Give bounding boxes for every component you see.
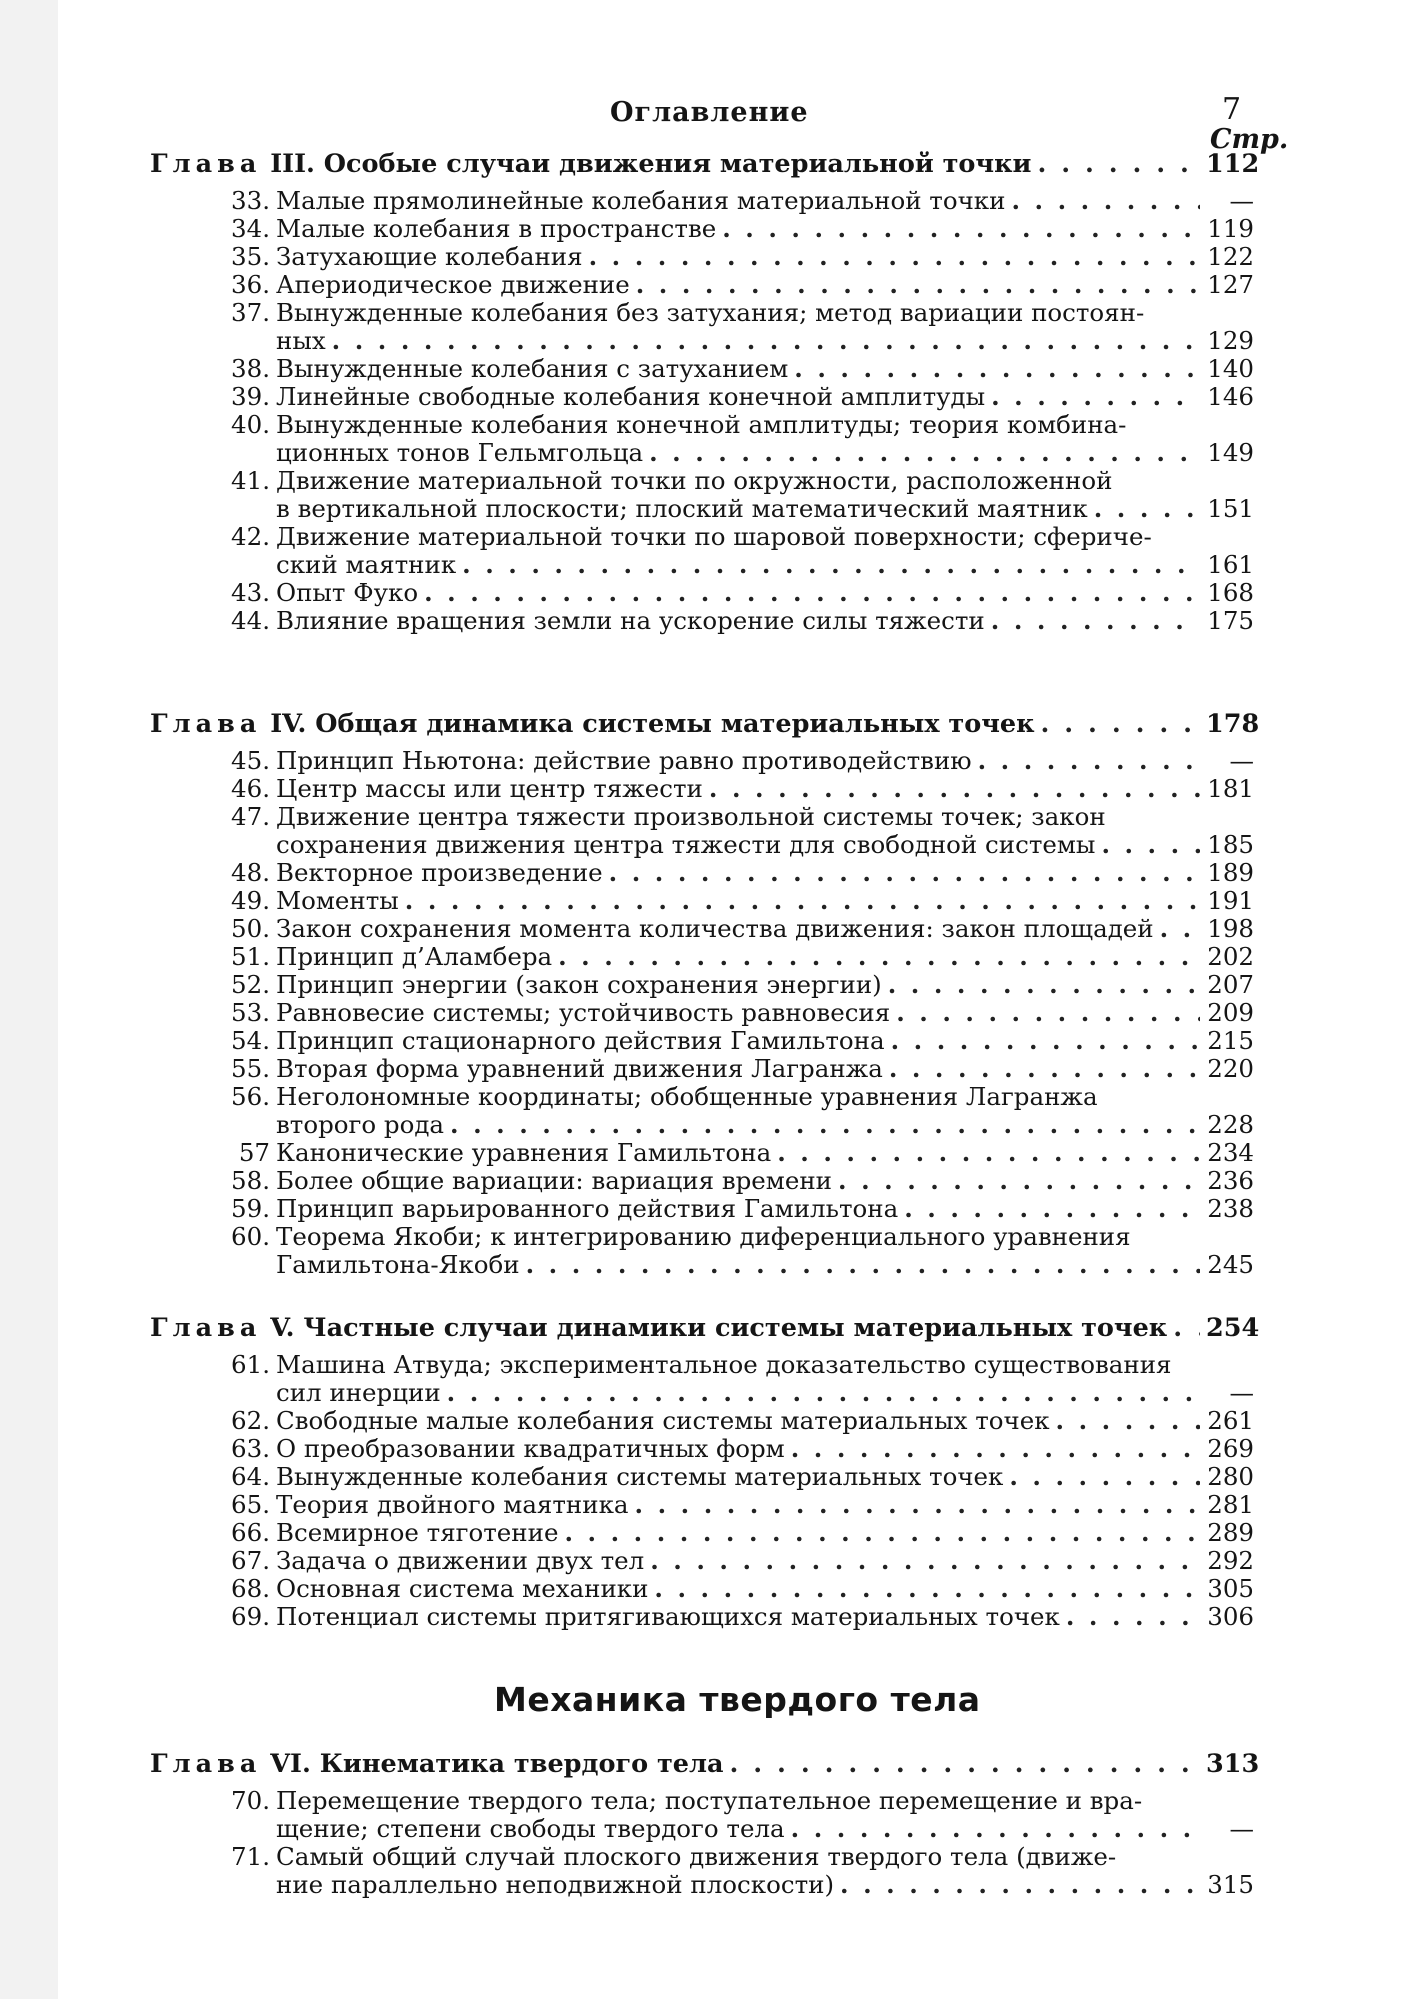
toc-entry [218, 943, 1254, 971]
entry-title: в вертикальной плоскости; плоский математический маятник [276, 494, 1088, 523]
page-ref: 202 [1207, 942, 1254, 971]
entry-number: 48. [231, 858, 270, 887]
entry-title: Принцип энергии (закон сохранения энергии) [276, 970, 882, 999]
entry-title: Свободные малые колебания системы материальных точек [276, 1406, 1050, 1435]
toc-entry [218, 1843, 1254, 1871]
chapter-row [150, 709, 1260, 739]
toc-entry [218, 355, 1254, 383]
leader-dots [405, 887, 1200, 915]
entry-number: 45. [231, 746, 270, 775]
entry-number: 65. [231, 1490, 270, 1519]
entry-title: Принцип д’Аламбера [276, 942, 553, 971]
page-ref: 185 [1207, 830, 1254, 859]
entry-number: 54. [231, 1026, 270, 1055]
entry-number: 56. [231, 1082, 270, 1111]
entry-number: 35. [231, 242, 270, 271]
leader-dots [447, 1379, 1200, 1407]
entry-number: 42. [231, 522, 270, 551]
toc-entry [218, 999, 1254, 1027]
leader-dots [794, 355, 1200, 383]
leader-dots [1094, 495, 1200, 523]
leader-dots [1066, 1603, 1200, 1631]
toc-entry [276, 495, 1254, 523]
entry-number: 63. [231, 1434, 270, 1463]
page-ref: 189 [1207, 858, 1254, 887]
leader-dots [777, 1139, 1200, 1167]
page-ref: 146 [1207, 382, 1254, 411]
leader-dots [1009, 1463, 1200, 1491]
entry-title: сохранения движения центра тяжести для свободной системы [276, 830, 1096, 859]
toc-entry [218, 215, 1254, 243]
entry-number: 34. [231, 214, 270, 243]
page-ref: 228 [1207, 1110, 1254, 1139]
toc-entry [218, 915, 1254, 943]
entry-number: 43. [231, 578, 270, 607]
chapter-title: V. Частные случаи динамики системы материальных точек [270, 1313, 1168, 1343]
page-ref: 281 [1207, 1490, 1254, 1519]
entry-number: 40. [231, 410, 270, 439]
toc-entry [276, 327, 1254, 355]
toc-entry [218, 1603, 1254, 1631]
entry-title: Всемирное тяготение [276, 1518, 559, 1547]
toc-entry [218, 1435, 1254, 1463]
page-ref: 280 [1207, 1462, 1254, 1491]
toc-entry [218, 1027, 1254, 1055]
entry-number: 41. [231, 466, 270, 495]
toc-entry [218, 1223, 1254, 1251]
page-ref: 305 [1207, 1574, 1254, 1603]
leader-dots [891, 1027, 1200, 1055]
leader-dots [609, 859, 1200, 887]
page-ref: 236 [1207, 1166, 1254, 1195]
entry-number: 38. [231, 354, 270, 383]
toc-entry [218, 1575, 1254, 1603]
toc-entry [218, 579, 1254, 607]
page-ref: 220 [1207, 1054, 1254, 1083]
toc-entry [218, 971, 1254, 999]
toc-entry [218, 411, 1254, 439]
entry-title: Основная система механики [276, 1574, 649, 1603]
toc-entry [276, 551, 1254, 579]
leader-dots [991, 607, 1200, 635]
chapter-row [150, 1749, 1260, 1779]
page-ref: 191 [1207, 886, 1254, 915]
toc-entry [218, 243, 1254, 271]
leader-dots [888, 971, 1200, 999]
chapter-title: IV. Общая динамика системы материальных точек [270, 709, 1035, 739]
page-ref: — [1229, 1814, 1254, 1843]
toc-entry [218, 1519, 1254, 1547]
toc-entry [276, 1111, 1254, 1139]
entry-title: Теория двойного маятника [276, 1490, 629, 1519]
page-ref: 209 [1207, 998, 1254, 1027]
entry-number: 70. [231, 1786, 270, 1815]
toc-entry [218, 775, 1254, 803]
toc-entry [218, 299, 1254, 327]
leader-dots [1056, 1407, 1200, 1435]
page-ref: 289 [1207, 1518, 1254, 1547]
leader-dots [636, 271, 1200, 299]
entry-title: Затухающие колебания [276, 242, 583, 271]
toc-entry [218, 271, 1254, 299]
leader-dots [1101, 831, 1200, 859]
page-ref: 129 [1207, 326, 1254, 355]
entry-number: 68. [231, 1574, 270, 1603]
chapter-row [150, 149, 1260, 179]
entry-title: О преобразовании квадратичных форм [276, 1434, 785, 1463]
entry-title: Потенциал системы притягивающихся материальных точек [276, 1602, 1060, 1631]
toc-entry [218, 523, 1254, 551]
entry-title: Принцип стационарного действия Гамильтона [276, 1026, 885, 1055]
page-ref: — [1229, 186, 1254, 215]
entry-number: 59. [231, 1194, 270, 1223]
toc-entry [218, 187, 1254, 215]
entry-title: Канонические уравнения Гамильтона [276, 1138, 772, 1167]
entry-title: Малые прямолинейные колебания материальной точки [276, 186, 1006, 215]
page-ref: 269 [1207, 1434, 1254, 1463]
entry-title: Малые колебания в пространстве [276, 214, 717, 243]
page-ref: 168 [1207, 578, 1254, 607]
entry-title: Принцип варьированного действия Гамильтона [276, 1194, 899, 1223]
toc-entry [218, 1787, 1254, 1815]
entry-title: Вынужденные колебания с затуханием [276, 354, 789, 383]
entry-number: 51. [231, 942, 270, 971]
chapter-label: Глава [150, 709, 262, 739]
toc-entry [218, 1491, 1254, 1519]
page-ref: 215 [1207, 1026, 1254, 1055]
entry-title: ных [276, 326, 326, 355]
entry-title: Моменты [276, 886, 399, 915]
page-ref: 245 [1207, 1250, 1254, 1279]
entry-number: 50. [231, 914, 270, 943]
entry-title: Векторное произведение [276, 858, 603, 887]
toc-entry [218, 1351, 1254, 1379]
entry-title: Влияние вращения земли на ускорение силы тяжести [276, 606, 985, 635]
leader-dots [840, 1871, 1200, 1899]
entry-title: Вынужденные колебания без затухания; метод вариации постоян- [276, 298, 1145, 327]
entry-title: Вынужденные колебания системы материальных точек [276, 1462, 1004, 1491]
page-ref: 315 [1207, 1870, 1254, 1899]
entry-title: второго рода [276, 1110, 445, 1139]
entry-title: Принцип Ньютона: действие равно противодействию [276, 746, 972, 775]
page-ref: 175 [1207, 606, 1254, 635]
page-ref: 161 [1207, 550, 1254, 579]
leader-dots [1173, 1314, 1200, 1342]
page-ref: 181 [1207, 774, 1254, 803]
entry-title: Более общие вариации: вариация времени [276, 1166, 833, 1195]
page-ref: 119 [1207, 214, 1254, 243]
leader-dots [654, 1575, 1200, 1603]
page-ref: 112 [1206, 149, 1260, 179]
leader-dots [896, 999, 1200, 1027]
page-ref: 149 [1207, 438, 1254, 467]
entry-number: 36. [231, 270, 270, 299]
entry-title: Гамильтона-Якоби [276, 1250, 520, 1279]
entry-number: 66. [231, 1518, 270, 1547]
entry-number: 46. [231, 774, 270, 803]
page-ref: 178 [1206, 709, 1260, 739]
leader-dots [791, 1435, 1200, 1463]
leader-dots [649, 439, 1200, 467]
entry-number: 61. [231, 1350, 270, 1379]
leader-dots [722, 215, 1200, 243]
leader-dots [650, 1547, 1200, 1575]
toc-entry [218, 1463, 1254, 1491]
toc-entry [218, 1195, 1254, 1223]
page-ref: 254 [1206, 1313, 1260, 1343]
leader-dots [424, 579, 1200, 607]
leader-dots [450, 1111, 1200, 1139]
page-ref: 122 [1207, 242, 1254, 271]
toc-entry [276, 439, 1254, 467]
entry-title: Вынужденные колебания конечной амплитуды; теория комбина- [276, 410, 1127, 439]
page-number: 7 [1222, 92, 1242, 127]
toc-entry [276, 1251, 1254, 1279]
chapter-label: Глава [150, 1313, 262, 1343]
entry-number: 67. [231, 1546, 270, 1575]
toc-entry [276, 1815, 1254, 1843]
entry-title: Машина Атвуда; экспериментальное доказательство существования [276, 1350, 1172, 1379]
page-header-title: Оглавление [610, 97, 809, 128]
entry-number: 53. [231, 998, 270, 1027]
leader-dots [564, 1519, 1200, 1547]
entry-title: ский маятник [276, 550, 457, 579]
entry-number: 44. [231, 606, 270, 635]
page-column-label: Стр. [1210, 124, 1289, 155]
chapter-row [150, 1313, 1260, 1343]
entry-number: 62. [231, 1406, 270, 1435]
toc-entry [218, 1407, 1254, 1435]
leader-dots [1011, 187, 1200, 215]
page-ref: — [1229, 746, 1254, 775]
toc-entry [218, 607, 1254, 635]
toc-entry [218, 1547, 1254, 1575]
section-heading: Механика твердого тела [494, 1680, 981, 1719]
leader-dots [558, 943, 1200, 971]
leader-dots [635, 1491, 1200, 1519]
entry-number: 71. [231, 1842, 270, 1871]
page-edge [0, 0, 58, 1999]
page-ref: 261 [1207, 1406, 1254, 1435]
entry-title: Опыт Фуко [276, 578, 419, 607]
leader-dots [462, 551, 1200, 579]
leader-dots [1041, 710, 1200, 738]
toc-entry [218, 383, 1254, 411]
entry-title: Апериодическое движение [276, 270, 630, 299]
entry-number: 58. [231, 1166, 270, 1195]
page-ref: — [1229, 1378, 1254, 1407]
entry-number: 64. [231, 1462, 270, 1491]
page-ref: 198 [1207, 914, 1254, 943]
toc-entry [218, 1167, 1254, 1195]
toc-entry [218, 1083, 1254, 1111]
entry-title: Закон сохранения момента количества движения: закон площадей [276, 914, 1154, 943]
entry-title: Движение центра тяжести произвольной системы точек; закон [276, 802, 1106, 831]
entry-title: Равновесие системы; устойчивость равновесия [276, 998, 891, 1027]
entry-number: 69. [231, 1602, 270, 1631]
leader-dots [904, 1195, 1200, 1223]
entry-title: Самый общий случай плоского движения твердого тела (движе- [276, 1842, 1117, 1871]
entry-title: Задача о движении двух тел [276, 1546, 645, 1575]
entry-title: Движение материальной точки по шаровой поверхности; сфериче- [276, 522, 1152, 551]
entry-number: 55. [231, 1054, 270, 1083]
page-ref: 127 [1207, 270, 1254, 299]
toc-entry [218, 803, 1254, 831]
leader-dots [526, 1251, 1200, 1279]
entry-title: щение; степени свободы твердого тела [276, 1814, 785, 1843]
entry-number: 39. [231, 382, 270, 411]
page-ref: 207 [1207, 970, 1254, 999]
page-ref: 306 [1207, 1602, 1254, 1631]
leader-dots [1160, 915, 1200, 943]
entry-title: Движение материальной точки по окружности, расположенной [276, 466, 1113, 495]
toc-entry [276, 831, 1254, 859]
entry-title: Линейные свободные колебания конечной амплитуды [276, 382, 986, 411]
page-ref: 238 [1207, 1194, 1254, 1223]
entry-number: 37. [231, 298, 270, 327]
toc-entry [276, 1379, 1254, 1407]
toc-entry [218, 859, 1254, 887]
entry-title: Центр массы или центр тяжести [276, 774, 703, 803]
toc-entry [218, 887, 1254, 915]
entry-title: Неголономные координаты; обобщенные уравнения Лагранжа [276, 1082, 1098, 1111]
entry-number: 49. [231, 886, 270, 915]
entry-number: 57 [238, 1138, 270, 1167]
entry-number: 60. [231, 1222, 270, 1251]
page-ref: 292 [1207, 1546, 1254, 1575]
page-ref: 313 [1206, 1749, 1260, 1779]
leader-dots [889, 1055, 1200, 1083]
toc-entry [276, 1871, 1254, 1899]
leader-dots [991, 383, 1200, 411]
leader-dots [730, 1750, 1200, 1778]
entry-title: ние параллельно неподвижной плоскости) [276, 1870, 835, 1899]
entry-title: Теорема Якоби; к интегрированию диференциального уравнения [276, 1222, 1131, 1251]
entry-title: Перемещение твердого тела; поступательное перемещение и вра- [276, 1786, 1143, 1815]
chapter-title: III. Особые случаи движения материальной точки [270, 149, 1032, 179]
toc-entry [218, 747, 1254, 775]
page-ref: 151 [1207, 494, 1254, 523]
entry-number: 33. [231, 186, 270, 215]
leader-dots [1037, 150, 1200, 178]
toc-entry [218, 467, 1254, 495]
chapter-label: Глава [150, 1749, 262, 1779]
entry-number: 47. [231, 802, 270, 831]
chapter-label: Глава [150, 149, 262, 179]
toc-entry [218, 1055, 1254, 1083]
leader-dots [791, 1815, 1200, 1843]
leader-dots [332, 327, 1200, 355]
entry-title: ционных тонов Гельмгольца [276, 438, 644, 467]
entry-title: Вторая форма уравнений движения Лагранжа [276, 1054, 883, 1083]
chapter-title: VI. Кинематика твердого тела [270, 1749, 724, 1779]
leader-dots [709, 775, 1200, 803]
page-ref: 234 [1207, 1138, 1254, 1167]
entry-number: 52. [231, 970, 270, 999]
page-ref: 140 [1207, 354, 1254, 383]
leader-dots [589, 243, 1200, 271]
leader-dots [838, 1167, 1200, 1195]
toc-entry [218, 1139, 1254, 1167]
leader-dots [978, 747, 1200, 775]
entry-title: сил инерции [276, 1378, 441, 1407]
